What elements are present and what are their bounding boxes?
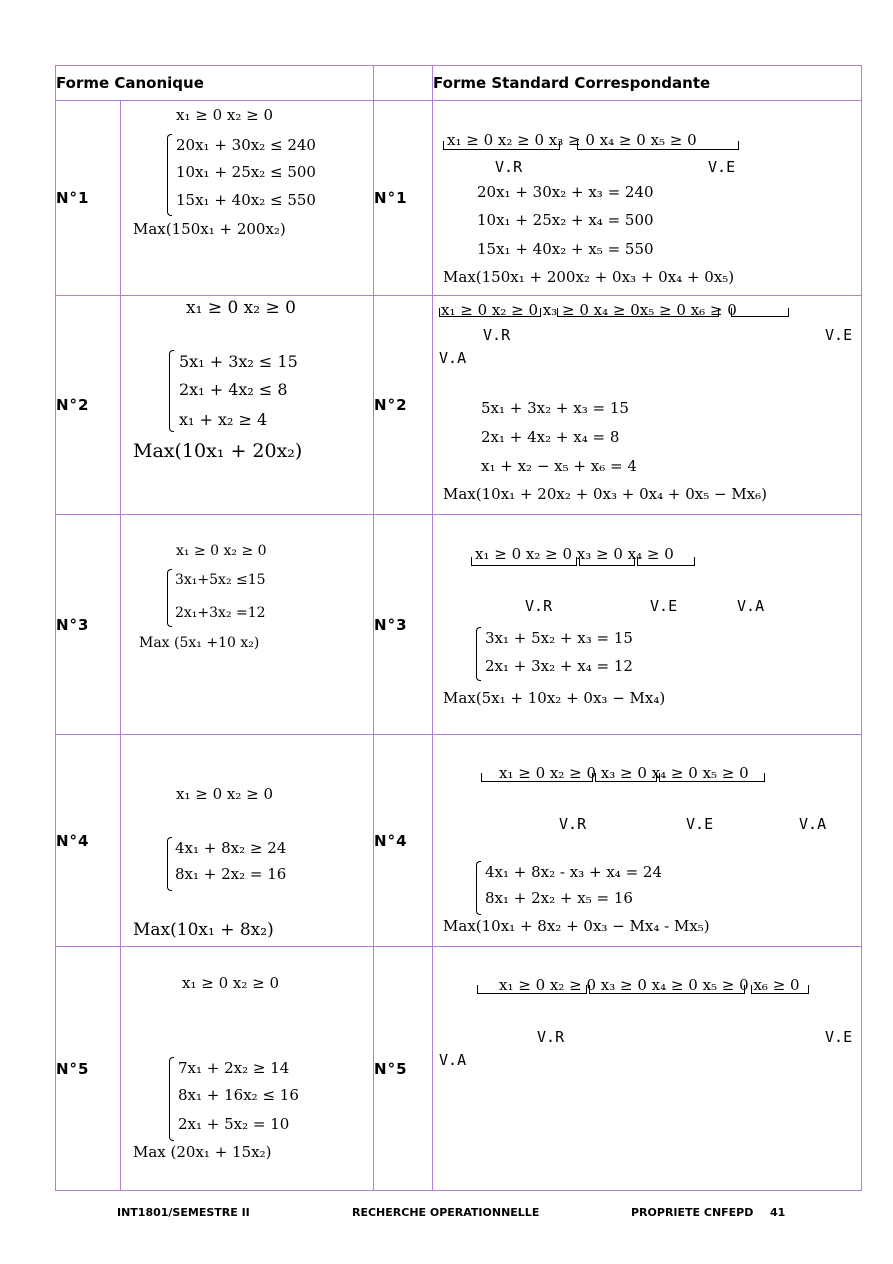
system-brace [169, 350, 174, 432]
var-label: V.E [708, 158, 736, 176]
standard-cell [433, 296, 862, 515]
var-label: V.A [439, 349, 467, 367]
nonneg-constraints: x₁ ≥ 0 x₂ ≥ 0 [176, 543, 267, 559]
footer-subject: RECHERCHE OPERATIONNELLE [352, 1206, 540, 1219]
row-number: N°1 [56, 101, 121, 296]
system-brace [167, 569, 172, 627]
constraint-line: 2x₁ + 4x₂ ≤ 8 [179, 380, 288, 399]
constraint-line: 15x₁ + 40x₂ ≤ 550 [176, 191, 316, 209]
variable-conditions: x₁ ≥ 0 x₂ ≥ 0 x₃ ≥ 0 x₄ ≥ 0 [475, 545, 674, 563]
constraint-line: 2x₁ + 4x₂ + x₄ = 8 [481, 428, 620, 446]
constraint-line: 5x₁ + 3x₂ + x₃ = 15 [481, 399, 629, 417]
page-number: 41 [770, 1206, 786, 1219]
var-label: V.R [537, 1028, 565, 1046]
group-bracket [481, 773, 593, 782]
group-bracket [557, 308, 719, 317]
var-label: V.A [439, 1051, 467, 1069]
group-bracket [443, 141, 560, 150]
group-bracket [595, 773, 657, 782]
objective-function: Max(10x₁ + 20x₂) [133, 440, 303, 462]
constraint-line: x₁ + x₂ ≥ 4 [179, 410, 268, 429]
row-number: N°3 [374, 515, 433, 735]
constraint-line: 10x₁ + 25x₂ ≤ 500 [176, 163, 316, 181]
var-label: V.E [686, 815, 714, 833]
group-bracket [471, 557, 577, 566]
constraint-line: 4x₁ + 8x₂ - x₃ + x₄ = 24 [485, 863, 662, 881]
standard-cell [433, 735, 862, 947]
objective-function: Max(10x₁ + 8x₂) [133, 920, 274, 940]
constraint-line: 8x₁ + 16x₂ ≤ 16 [178, 1086, 299, 1104]
row-number: N°3 [56, 515, 121, 735]
objective-function: Max(10x₁ + 20x₂ + 0x₃ + 0x₄ + 0x₅ − Mx₆) [443, 485, 768, 503]
group-bracket [731, 308, 789, 317]
row-number: N°5 [56, 947, 121, 1191]
standard-cell [433, 947, 862, 1191]
system-brace [476, 627, 481, 681]
constraint-line: 15x₁ + 40x₂ + x₅ = 550 [477, 240, 654, 258]
canonical-cell [121, 947, 374, 1191]
system-brace [167, 134, 172, 216]
footer-owner: PROPRIETE CNFEPD [631, 1206, 754, 1219]
row-number: N°1 [374, 101, 433, 296]
nonneg-constraints: x₁ ≥ 0 x₂ ≥ 0 [182, 974, 280, 992]
objective-function: Max (5x₁ +10 x₂) [139, 635, 260, 651]
objective-function: Max (20x₁ + 15x₂) [133, 1143, 272, 1161]
var-label: V.E [650, 597, 678, 615]
forms-table [55, 65, 862, 1191]
var-label: V.A [799, 815, 827, 833]
group-bracket [579, 557, 635, 566]
constraint-line: 20x₁ + 30x₂ ≤ 240 [176, 136, 316, 154]
canonical-cell [121, 515, 374, 735]
constraint-line: 8x₁ + 2x₂ + x₅ = 16 [485, 889, 633, 907]
constraint-line: 2x₁+3x₂ =12 [175, 605, 266, 621]
var-label: V.R [483, 326, 511, 344]
header-standard: Forme Standard Correspondante [433, 66, 862, 101]
row-number: N°5 [374, 947, 433, 1191]
constraint-line: 10x₁ + 25x₂ + x₄ = 500 [477, 211, 654, 229]
table-header-row [56, 66, 862, 101]
constraint-line: 3x₁ + 5x₂ + x₃ = 15 [485, 629, 633, 647]
table-row [56, 947, 862, 1191]
objective-function: Max(150x₁ + 200x₂ + 0x₃ + 0x₄ + 0x₅) [443, 268, 735, 286]
nonneg-constraints: x₁ ≥ 0 x₂ ≥ 0 [186, 298, 296, 318]
constraint-line: 2x₁ + 3x₂ + x₄ = 12 [485, 657, 633, 675]
table-row [56, 515, 862, 735]
var-label: V.R [495, 158, 523, 176]
nonneg-constraints: x₁ ≥ 0 x₂ ≥ 0 [176, 785, 274, 803]
variable-conditions: x₁ ≥ 0 x₂ ≥ 0 x₃ ≥ 0 x₄ ≥ 0 x₅ ≥ 0 x₆ ≥ 0 [499, 976, 800, 994]
constraint-line: 2x₁ + 5x₂ = 10 [178, 1115, 290, 1133]
group-bracket [659, 773, 765, 782]
constraint-line: 8x₁ + 2x₂ = 16 [175, 865, 287, 883]
header-spacer [374, 66, 433, 101]
constraint-line: 20x₁ + 30x₂ + x₃ = 240 [477, 183, 654, 201]
header-canonical: Forme Canonique [56, 66, 374, 101]
nonneg-constraints: x₁ ≥ 0 x₂ ≥ 0 [176, 106, 274, 124]
var-label: V.E [825, 326, 853, 344]
constraint-line: 5x₁ + 3x₂ ≤ 15 [179, 352, 298, 371]
standard-cell [433, 515, 862, 735]
group-bracket [637, 557, 695, 566]
group-bracket [589, 985, 745, 994]
table-row [56, 735, 862, 947]
canonical-cell [121, 296, 374, 515]
group-bracket [577, 141, 739, 150]
constraint-line: x₁ + x₂ − x₅ + x₆ = 4 [481, 457, 637, 475]
objective-function: Max(5x₁ + 10x₂ + 0x₃ − Mx₄) [443, 689, 666, 707]
group-bracket [751, 985, 809, 994]
row-number: N°2 [374, 296, 433, 515]
objective-function: Max(150x₁ + 200x₂) [133, 220, 286, 238]
variable-conditions: x₁ ≥ 0 x₂ ≥ 0 x₃ ≥ 0 x₄ ≥ 0x₅ ≥ 0 x₆ ≥ 0 [441, 301, 737, 319]
var-label: V.R [525, 597, 553, 615]
variable-conditions: x₁ ≥ 0 x₂ ≥ 0 x₃ ≥ 0 x₄ ≥ 0 x₅ ≥ 0 [447, 131, 697, 149]
table-row [56, 101, 862, 296]
footer-course: INT1801/SEMESTRE II [117, 1206, 250, 1219]
constraint-line: 7x₁ + 2x₂ ≥ 14 [178, 1059, 290, 1077]
system-brace [167, 837, 172, 891]
canonical-cell [121, 101, 374, 296]
constraint-line: 4x₁ + 8x₂ ≥ 24 [175, 839, 287, 857]
row-number: N°2 [56, 296, 121, 515]
var-label: V.A [737, 597, 765, 615]
group-bracket [439, 308, 541, 317]
objective-function: Max(10x₁ + 8x₂ + 0x₃ − Mx₄ - Mx₅) [443, 917, 710, 935]
group-bracket [477, 985, 587, 994]
var-label: V.E [825, 1028, 853, 1046]
table-row [56, 296, 862, 515]
canonical-cell [121, 735, 374, 947]
variable-conditions: x₁ ≥ 0 x₂ ≥ 0 x₃ ≥ 0 x₄ ≥ 0 x₅ ≥ 0 [499, 764, 749, 782]
constraint-line: 3x₁+5x₂ ≤15 [175, 572, 266, 588]
system-brace [169, 1057, 174, 1141]
standard-cell [433, 101, 862, 296]
var-label: V.R [559, 815, 587, 833]
row-number: N°4 [56, 735, 121, 947]
system-brace [476, 861, 481, 915]
row-number: N°4 [374, 735, 433, 947]
